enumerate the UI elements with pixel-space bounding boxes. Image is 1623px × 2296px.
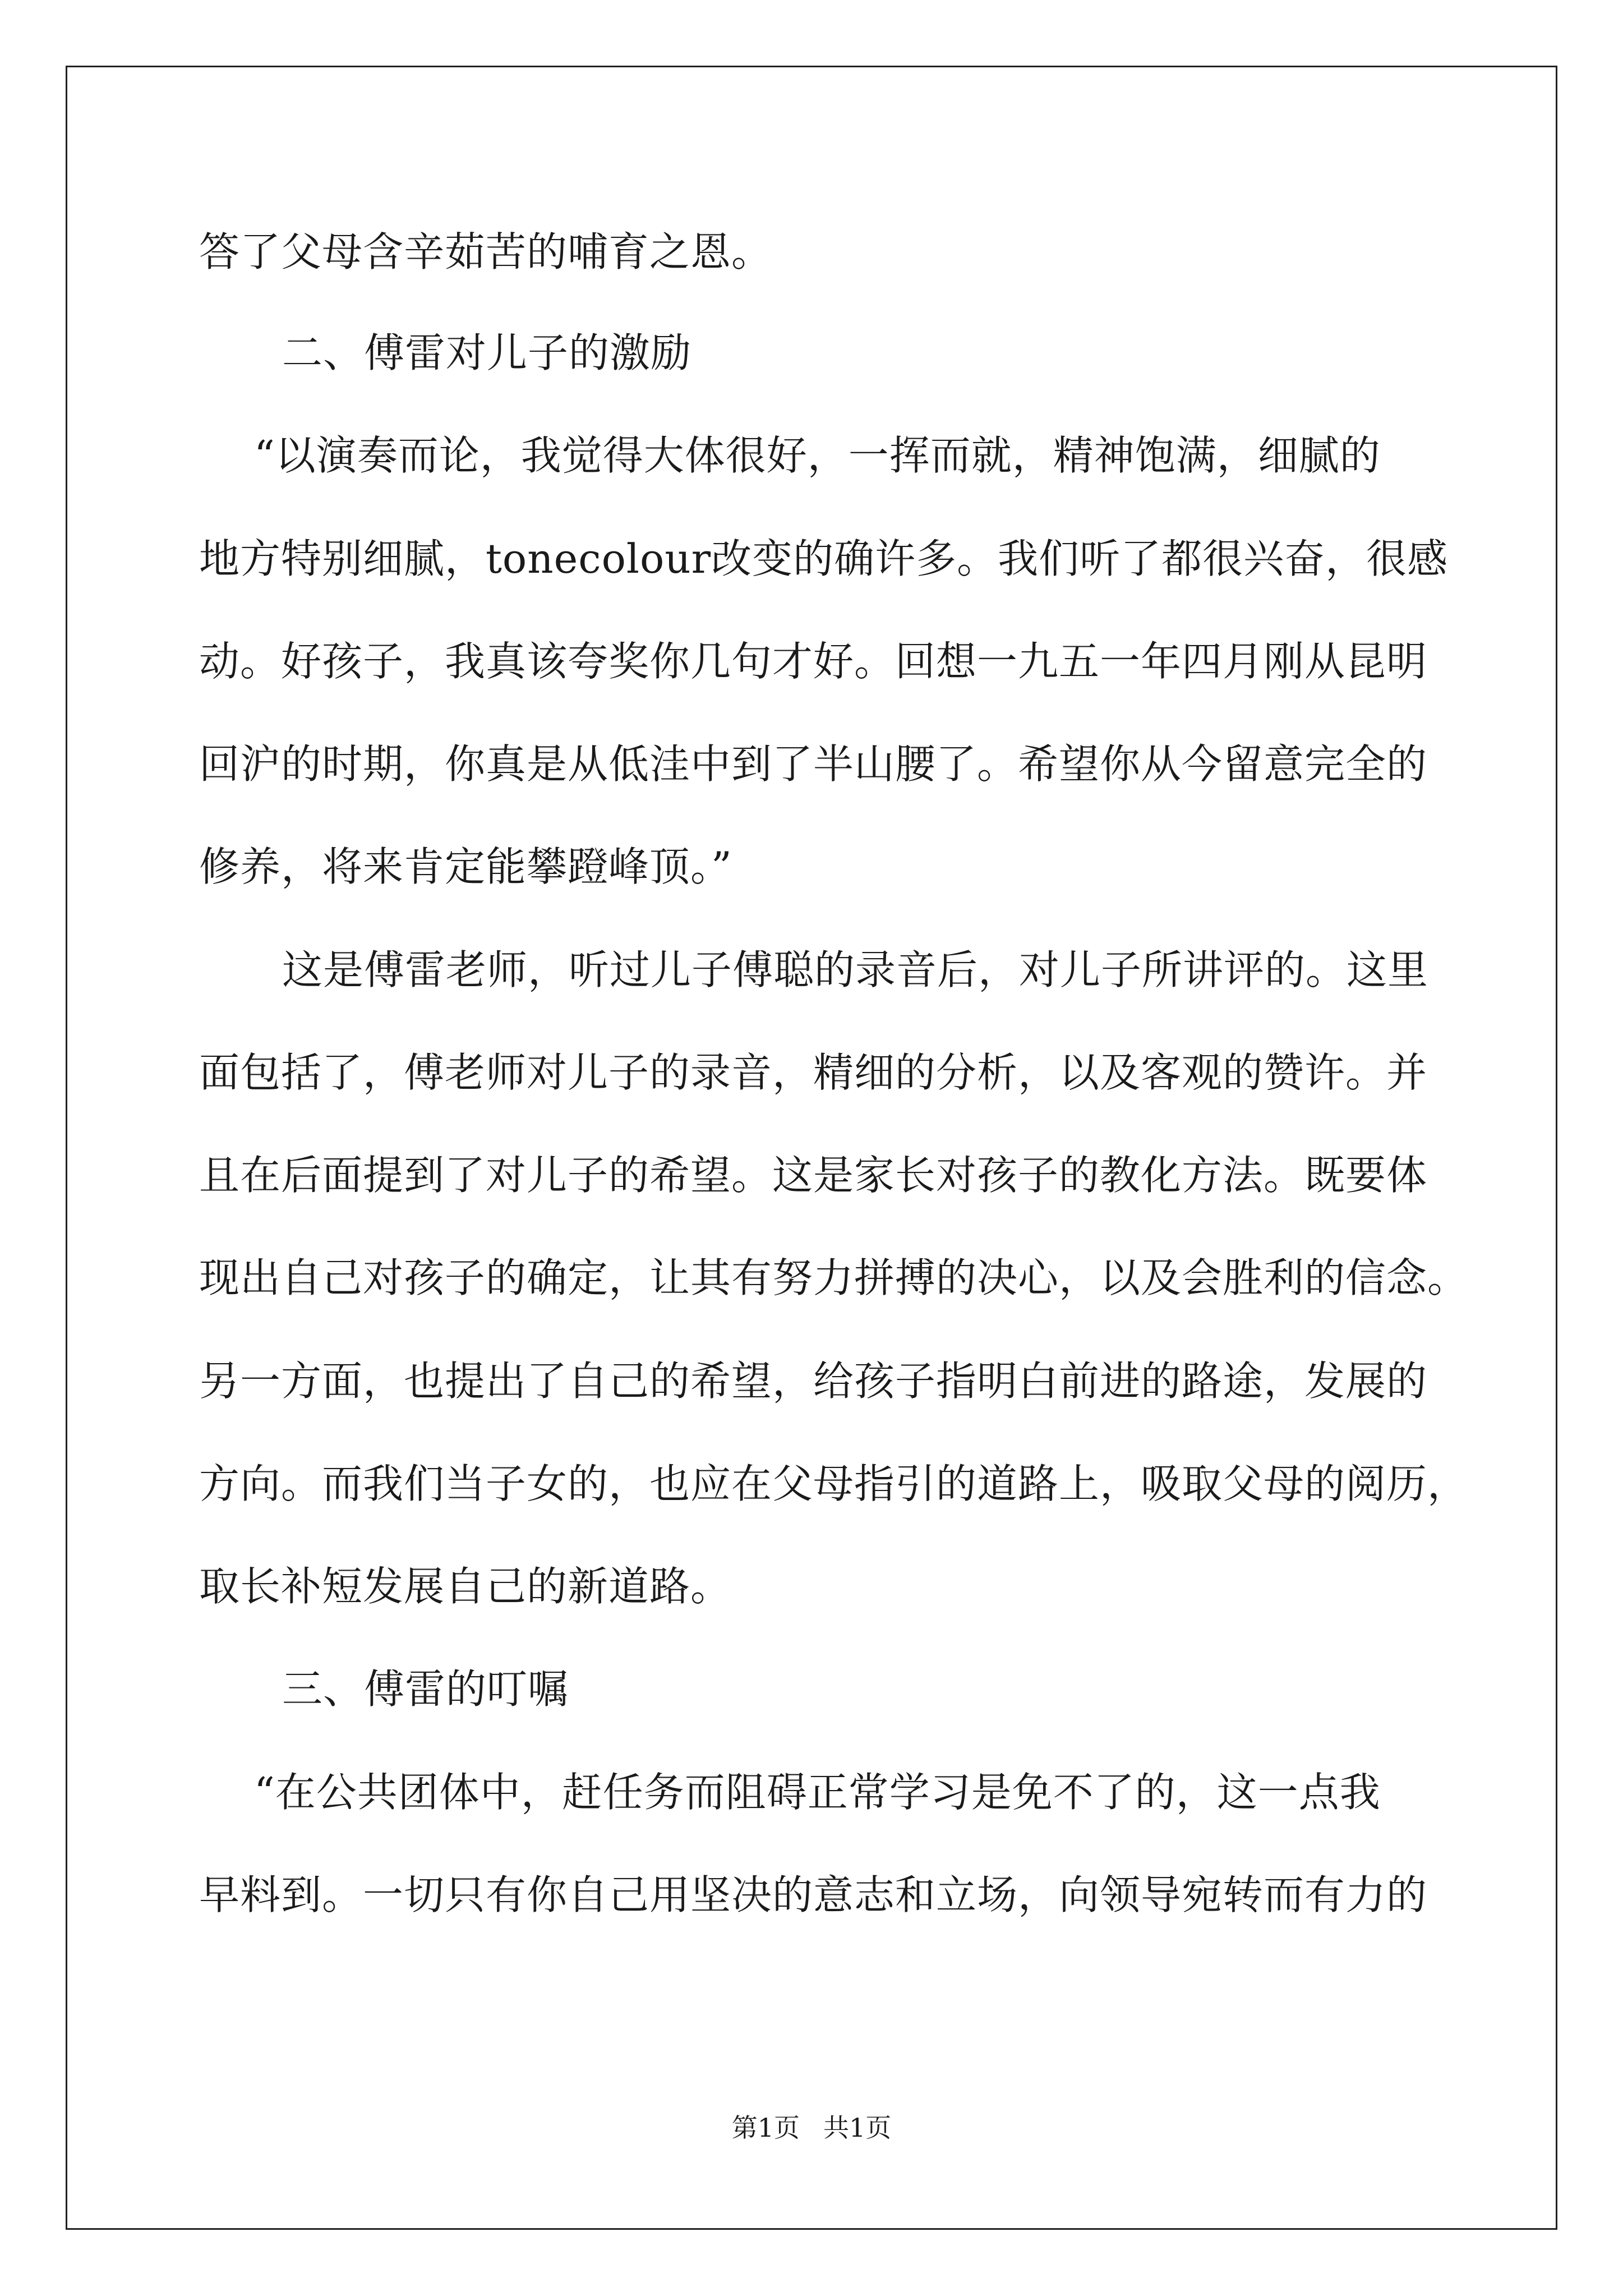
section-heading: 二、傅雷对儿子的激励 bbox=[282, 329, 692, 376]
paragraph-line: 另一方面，也提出了自己的希望，给孩子指明白前进的路途，发展的 bbox=[199, 1358, 1428, 1405]
quote-line: 动。好孩子，我真该夸奖你几句才好。回想一九五一年四月刚从昆明 bbox=[199, 638, 1428, 685]
quote-line: 地方特别细腻，tonecolour改变的确许多。我们听了都很兴奋，很感 bbox=[199, 535, 1449, 582]
paragraph-line: 现出自己对孩子的确定，让其有努力拼搏的决心，以及会胜利的信念。 bbox=[199, 1254, 1469, 1301]
paragraph-line: 方向。而我们当子女的，也应在父母指引的道路上，吸取父母的阅历， bbox=[199, 1460, 1469, 1507]
quote-line: “以演奏而论，我觉得大体很好，一挥而就，精神饱满，细腻的 bbox=[254, 432, 1381, 479]
paragraph-line: 且在后面提到了对儿子的希望。这是家长对孩子的教化方法。既要体 bbox=[199, 1152, 1428, 1199]
paragraph-line: 取长补短发展自己的新道路。 bbox=[199, 1563, 732, 1610]
quote-line: 回沪的时期，你真是从低洼中到了半山腰了。希望你从今留意完全的 bbox=[199, 740, 1428, 788]
paragraph-line: 这是傅雷老师，听过儿子傅聪的录音后，对儿子所讲评的。这里 bbox=[282, 946, 1429, 993]
page-footer bbox=[0, 2111, 1623, 2145]
paragraph-line: 面包括了，傅老师对儿子的录音，精细的分析，以及客观的赞许。并 bbox=[199, 1049, 1428, 1096]
paragraph-line: 答了父母含辛茹苦的哺育之恩。 bbox=[199, 228, 773, 275]
quote-line: 修养，将来肯定能攀蹬峰顶。” bbox=[199, 843, 732, 890]
quote-line: “在公共团体中，赶任务而阻碍正常学习是免不了的，这一点我 bbox=[254, 1769, 1381, 1816]
section-heading: 三、傅雷的叮嘱 bbox=[282, 1665, 569, 1713]
quote-line: 早料到。一切只有你自己用坚决的意志和立场，向领导宛转而有力的 bbox=[199, 1871, 1428, 1918]
page-number-total: 共1页 bbox=[823, 2113, 892, 2143]
page-number-current: 第1页 bbox=[731, 2113, 800, 2143]
